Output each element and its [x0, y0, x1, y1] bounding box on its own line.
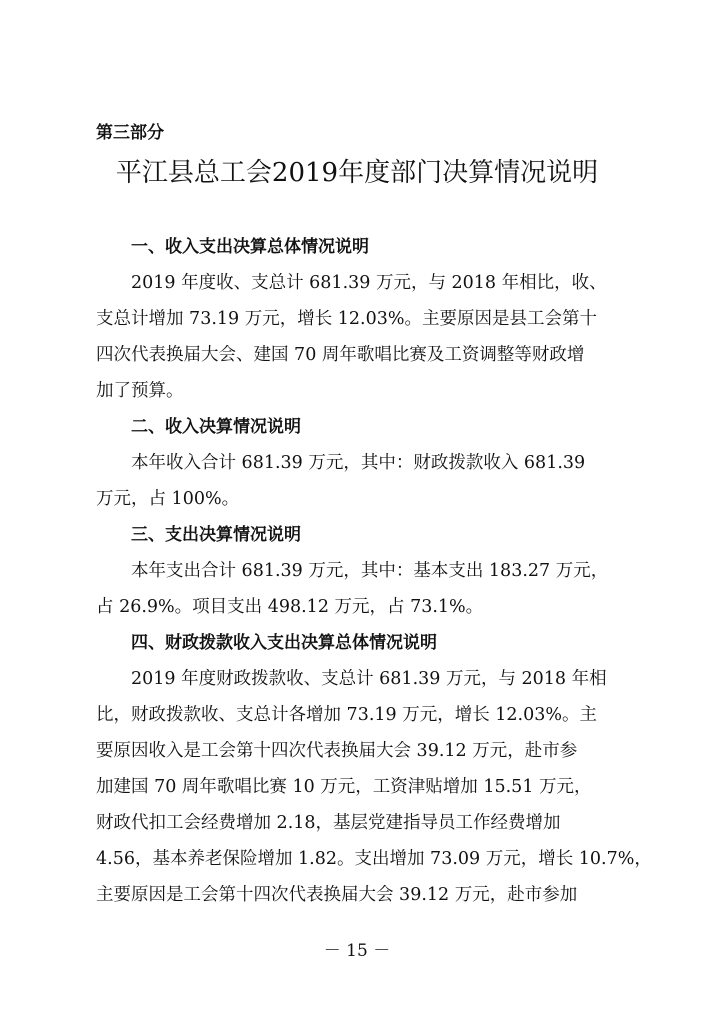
- paragraph-line: 要原因收入是工会第十四次代表换届大会 39.12 万元，赴市参: [96, 741, 578, 761]
- paragraph-line: 本年收入合计 681.39 万元，其中：财政拨款收入 681.39: [131, 453, 586, 473]
- paragraph-line: 主要原因是工会第十四次代表换届大会 39.12 万元，赴市参加: [96, 885, 578, 905]
- paragraph-line: 占 26.9%。项目支出 498.12 万元，占 73.1%。: [96, 597, 484, 617]
- paragraph-line: 支总计增加 73.19 万元，增长 12.03%。主要原因是县工会第十: [96, 309, 598, 329]
- paragraph-line: 财政代扣工会经费增加 2.18，基层党建指导员工作经费增加: [96, 813, 561, 833]
- page-number: － 15 －: [323, 941, 391, 961]
- paragraph-line: 四次代表换届大会、建国 70 周年歌唱比赛及工资调整等财政增: [96, 345, 585, 365]
- section-heading-2: 二、收入决算情况说明: [131, 417, 301, 437]
- paragraph-line: 加建国 70 周年歌唱比赛 10 万元，工资津贴增加 15.51 万元，: [96, 777, 592, 797]
- paragraph-line: 比，财政拨款收、支总计各增加 73.19 万元，增长 12.03%。主: [96, 705, 598, 725]
- part-label: 第三部分: [96, 123, 164, 143]
- paragraph-line: 本年支出合计 681.39 万元，其中：基本支出 183.27 万元，: [131, 561, 609, 581]
- paragraph-line: 4.56，基本养老保险增加 1.82。支出增加 73.09 万元，增长 10.7%，: [96, 849, 652, 869]
- section-heading-1: 一、收入支出决算总体情况说明: [131, 237, 369, 257]
- paragraph-line: 万元，占 100%。: [96, 489, 240, 509]
- paragraph-line: 2019 年度财政拨款收、支总计 681.39 万元，与 2018 年相: [131, 669, 607, 689]
- document-title: 平江县总工会2019年度部门决算情况说明: [115, 158, 599, 188]
- paragraph-line: 加了预算。: [96, 381, 184, 401]
- paragraph-line: 2019 年度收、支总计 681.39 万元，与 2018 年相比，收、: [131, 273, 607, 293]
- section-heading-3: 三、支出决算情况说明: [131, 525, 301, 545]
- section-heading-4: 四、财政拨款收入支出决算总体情况说明: [131, 633, 437, 653]
